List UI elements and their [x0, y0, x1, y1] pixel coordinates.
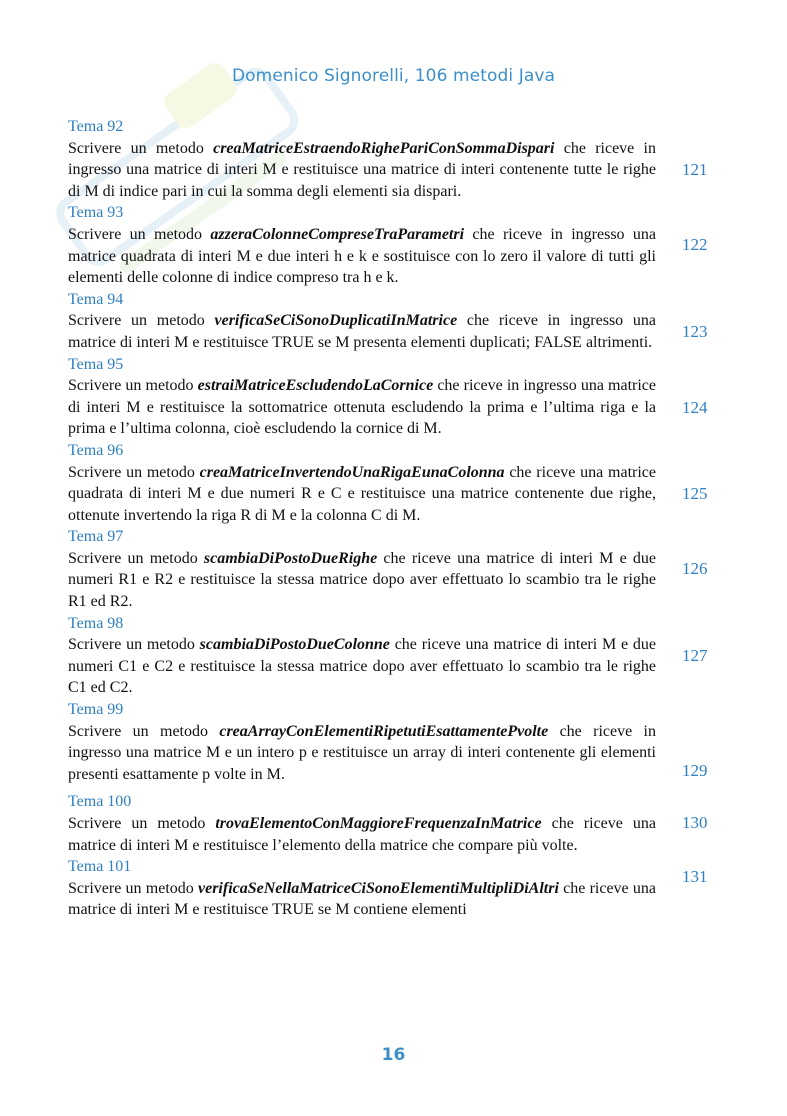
method-name: estraiMatriceEscludendoLaCornice — [197, 377, 434, 395]
tema-heading: Tema 94 — [68, 290, 124, 308]
page-reference: 126 — [682, 559, 708, 579]
tema-description: Scrivere un metodo creaMatriceInvertendoUnaRigaEunaColonna che riceve una matrice quadrata di interi M e due numeri R e C e restituisce una matrice contenente due righe, ottenute invertendo la riga R di M e la colonna C di M. — [68, 463, 657, 524]
page-number: 16 — [381, 1045, 406, 1065]
list-item — [68, 202, 728, 288]
list-item — [68, 699, 728, 791]
tema-description: Scrivere un metodo creaMatriceEstraendoRighePariConSommaDispari che riceve in ingresso una matrice di interi M e restituisce una matrice di interi contenente tutte le righe di M di indice pari in cui la somma degli elementi sia dispari. — [68, 139, 656, 200]
tema-description: Scrivere un metodo verificaSeNellaMatriceCiSonoElementiMultipliDiAltri che riceve una matrice di interi M e restituisce TRUE se M contiene elementi — [68, 879, 656, 919]
page-reference: 124 — [682, 397, 708, 417]
page-header: Domenico Signorelli, 106 metodi Java — [231, 66, 556, 86]
page-reference: 127 — [682, 645, 708, 665]
page-reference: 123 — [682, 321, 708, 341]
page-reference: 121 — [682, 160, 708, 179]
tema-heading: Tema 101 — [68, 858, 132, 876]
page-reference: 130 — [682, 813, 708, 833]
page-reference: 131 — [682, 867, 708, 887]
page-reference: 125 — [682, 483, 708, 503]
tema-description: Scrivere un metodo azzeraColonneCompreseTraParametri che riceve in ingresso una matrice quadrata di interi M e due interi h e k e sostituisce con lo zero il valore di tutti gli elementi delle colonne di indice compreso tra h e k. — [68, 225, 657, 287]
method-name: creaArrayConElementiRipetutiEsattamentePvolte — [219, 722, 549, 740]
method-list — [68, 116, 728, 921]
method-name: creaMatriceEstraendoRighePariConSommaDispari — [213, 139, 555, 157]
method-name: scambiaDiPostoDueRighe — [203, 549, 378, 567]
method-name: trovaElementoConMaggioreFrequenzaInMatrice — [215, 815, 542, 832]
tema-description: Scrivere un metodo estraiMatriceEscludendoLaCornice che riceve in ingresso una matrice di interi M e restituisce la sottomatrice ottenuta escludendo la prima e l’ultima riga e la prima e l’ultima colonna, cioè escludendo la cornice di M. — [68, 377, 657, 438]
tema-heading: Tema 93 — [68, 204, 124, 222]
list-item — [68, 613, 728, 699]
tema-heading: Tema 100 — [68, 793, 132, 811]
tema-heading: Tema 97 — [68, 528, 124, 546]
tema-heading: Tema 96 — [68, 441, 124, 459]
page-reference: 122 — [682, 235, 708, 255]
tema-description: Scrivere un metodo trovaElementoConMaggioreFrequenzaInMatrice che riceve una matrice di interi M e restituisce l’elemento della matrice che compare più volte. — [68, 815, 656, 854]
tema-heading: Tema 92 — [68, 118, 124, 135]
list-item — [68, 440, 728, 526]
tema-description: Scrivere un metodo scambiaDiPostoDueRighe che riceve una matrice di interi M e due numeri R1 e R2 e restituisce la stessa matrice dopo aver effettuato lo scambio tra le righe R1 ed R2. — [68, 549, 656, 611]
list-item — [68, 116, 728, 202]
tema-heading: Tema 98 — [68, 614, 124, 632]
list-item — [68, 856, 728, 921]
method-name: creaMatriceInvertendoUnaRigaEunaColonna — [199, 463, 505, 481]
method-name: verificaSeCiSonoDuplicatiInMatrice — [214, 312, 458, 330]
list-item — [68, 289, 728, 354]
tema-heading: Tema 99 — [68, 701, 124, 719]
page-reference: 129 — [682, 761, 708, 781]
tema-description: Scrivere un metodo scambiaDiPostoDueColonne che riceve una matrice di interi M e due numeri C1 e C2 e restituisce la stessa matrice dopo aver effettuato lo scambio tra le righe C1 ed C2. — [68, 636, 656, 697]
tema-description: Scrivere un metodo verificaSeCiSonoDuplicatiInMatrice che riceve in ingresso una matrice di interi M e restituisce TRUE se M presenta elementi duplicati; FALSE altrimenti. — [68, 312, 656, 351]
tema-description: Scrivere un metodo creaArrayConElementiRipetutiEsattamentePvolte che riceve in ingresso una matrice M e un intero p e restituisce un array di interi contenente gli elementi presenti esattamente p volte in M. — [68, 722, 657, 783]
method-name: scambiaDiPostoDueColonne — [199, 636, 390, 654]
list-item — [68, 526, 728, 612]
list-item — [68, 791, 728, 856]
list-item — [68, 354, 728, 440]
method-name: azzeraColonneCompreseTraParametri — [210, 225, 465, 243]
method-name: verificaSeNellaMatriceCiSonoElementiMultipliDiAltri — [198, 879, 559, 897]
tema-heading: Tema 95 — [68, 355, 124, 373]
